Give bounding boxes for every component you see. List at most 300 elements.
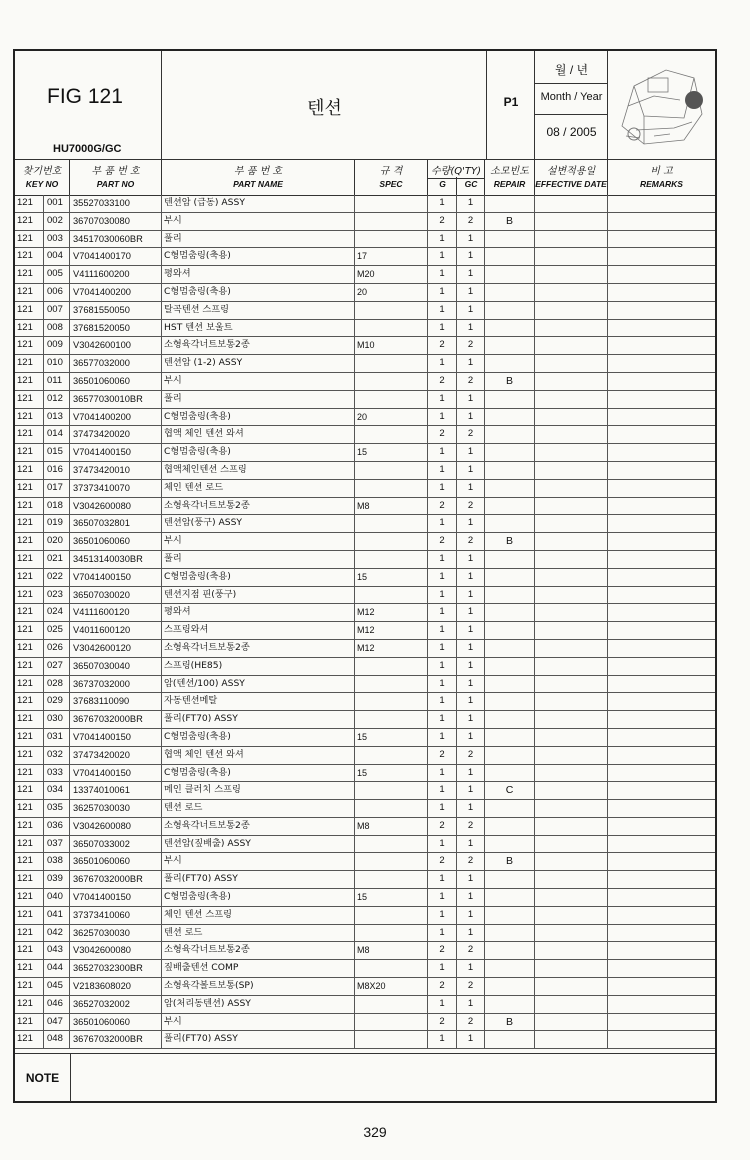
cell-fig: 121 (15, 925, 44, 942)
cell-fig: 121 (15, 836, 44, 853)
table-row (15, 604, 715, 622)
table-row (15, 747, 715, 765)
table-row (15, 373, 715, 391)
cell-name: HST 텐션 보울트 (162, 320, 355, 337)
cell-rem (608, 337, 715, 354)
cell-g: 2 (428, 978, 457, 995)
cell-name: 소형육각너트보통2종 (162, 498, 355, 515)
cell-gc: 1 (457, 587, 485, 604)
cell-rem (608, 302, 715, 319)
cell-key: 023 (44, 587, 70, 604)
cell-part: V7041400150 (70, 444, 162, 461)
cell-fig: 121 (15, 693, 44, 710)
cell-part: 34517030060BR (70, 231, 162, 248)
cell-spec: 20 (355, 284, 428, 301)
cell-name: 텐션암 (급동) ASSY (162, 195, 355, 212)
cell-key: 031 (44, 729, 70, 746)
fig-number: FIG 121 (47, 85, 123, 108)
cell-rem (608, 800, 715, 817)
cell-g: 1 (428, 711, 457, 728)
cell-gc: 1 (457, 551, 485, 568)
cell-spec: 15 (355, 765, 428, 782)
cell-fig: 121 (15, 480, 44, 497)
cell-g: 1 (428, 622, 457, 639)
cell-part: V3042600080 (70, 818, 162, 835)
cell-rem (608, 960, 715, 977)
cell-fig: 121 (15, 818, 44, 835)
cell-g: 1 (428, 836, 457, 853)
cell-gc: 1 (457, 711, 485, 728)
cell-key: 012 (44, 391, 70, 408)
cell-rem (608, 836, 715, 853)
table-row (15, 551, 715, 569)
table-row (15, 480, 715, 498)
cell-eff (535, 658, 608, 675)
cell-spec (355, 853, 428, 870)
cell-spec (355, 960, 428, 977)
cell-part: 36737032000 (70, 676, 162, 693)
cell-name: 자동텐션메탈 (162, 693, 355, 710)
cell-key: 027 (44, 658, 70, 675)
date-divider (535, 83, 608, 84)
table-row (15, 284, 715, 302)
cell-g: 1 (428, 248, 457, 265)
cell-rem (608, 1014, 715, 1031)
cell-fig: 121 (15, 853, 44, 870)
cell-key: 002 (44, 213, 70, 230)
cell-rem (608, 765, 715, 782)
cell-eff (535, 587, 608, 604)
table-row (15, 693, 715, 711)
cell-rem (608, 782, 715, 799)
cell-rem (608, 320, 715, 337)
cell-key: 003 (44, 231, 70, 248)
cell-repair: B (485, 533, 535, 550)
cell-repair (485, 444, 535, 461)
cell-gc: 1 (457, 355, 485, 372)
cell-eff (535, 551, 608, 568)
table-row (15, 942, 715, 960)
cell-name: 부시 (162, 213, 355, 230)
cell-gc: 1 (457, 996, 485, 1013)
cell-rem (608, 676, 715, 693)
table-row (15, 640, 715, 658)
cell-repair (485, 248, 535, 265)
cell-fig: 121 (15, 248, 44, 265)
cell-gc: 2 (457, 1014, 485, 1031)
cell-name: 소형육각볼트보통(SP) (162, 978, 355, 995)
cell-spec (355, 231, 428, 248)
cell-part: 37681550050 (70, 302, 162, 319)
table-row (15, 231, 715, 249)
month-year-label-ko: 월 / 년 (554, 63, 589, 77)
cell-part: V7041400200 (70, 409, 162, 426)
page-code-cell (487, 51, 535, 159)
cell-name: C형멈춤링(축용) (162, 729, 355, 746)
cell-gc: 1 (457, 515, 485, 532)
cell-eff (535, 284, 608, 301)
cell-eff (535, 836, 608, 853)
cell-gc: 1 (457, 729, 485, 746)
date-divider (535, 114, 608, 115)
cell-eff (535, 711, 608, 728)
cell-g: 1 (428, 960, 457, 977)
cell-g: 2 (428, 337, 457, 354)
cell-gc: 1 (457, 231, 485, 248)
cell-gc: 1 (457, 266, 485, 283)
cell-name: 풀리(FT70) ASSY (162, 711, 355, 728)
cell-name: C형멈춤링(축용) (162, 409, 355, 426)
cell-rem (608, 373, 715, 390)
cell-fig: 121 (15, 658, 44, 675)
cell-repair (485, 658, 535, 675)
cell-spec (355, 426, 428, 443)
cell-rem (608, 409, 715, 426)
table-row (15, 622, 715, 640)
cell-fig: 121 (15, 587, 44, 604)
cell-rem (608, 569, 715, 586)
cell-rem (608, 853, 715, 870)
cell-eff (535, 1031, 608, 1048)
cell-name: 텐션 로드 (162, 925, 355, 942)
cell-key: 038 (44, 853, 70, 870)
cell-repair (485, 925, 535, 942)
cell-fig: 121 (15, 622, 44, 639)
cell-fig: 121 (15, 515, 44, 532)
cell-repair (485, 640, 535, 657)
table-row (15, 248, 715, 266)
table-row (15, 1014, 715, 1032)
cell-repair (485, 266, 535, 283)
cell-key: 032 (44, 747, 70, 764)
cell-rem (608, 355, 715, 372)
cell-fig: 121 (15, 355, 44, 372)
column-header (15, 159, 715, 196)
cell-fig: 121 (15, 498, 44, 515)
cell-eff (535, 693, 608, 710)
combine-thumbnail-icon (614, 56, 710, 152)
cell-eff (535, 426, 608, 443)
cell-part: V3042600080 (70, 942, 162, 959)
cell-eff (535, 355, 608, 372)
cell-g: 2 (428, 1014, 457, 1031)
cell-repair (485, 871, 535, 888)
cell-g: 1 (428, 551, 457, 568)
cell-gc: 1 (457, 409, 485, 426)
cell-eff (535, 569, 608, 586)
cell-spec (355, 871, 428, 888)
cell-gc: 1 (457, 765, 485, 782)
table-row (15, 587, 715, 605)
cell-g: 1 (428, 782, 457, 799)
cell-eff (535, 960, 608, 977)
cell-spec (355, 515, 428, 532)
cell-eff (535, 640, 608, 657)
cell-rem (608, 498, 715, 515)
cell-eff (535, 925, 608, 942)
cell-repair (485, 515, 535, 532)
cell-fig: 121 (15, 444, 44, 461)
col-remarks: 비 고 REMARKS (640, 166, 683, 189)
cell-rem (608, 248, 715, 265)
cell-repair (485, 889, 535, 906)
cell-part: 36507030040 (70, 658, 162, 675)
cell-eff (535, 818, 608, 835)
cell-g: 2 (428, 426, 457, 443)
table-row (15, 960, 715, 978)
cell-g: 1 (428, 889, 457, 906)
cell-eff (535, 604, 608, 621)
cell-spec: 15 (355, 444, 428, 461)
cell-g: 1 (428, 907, 457, 924)
cell-rem (608, 871, 715, 888)
cell-rem (608, 693, 715, 710)
cell-rem (608, 1031, 715, 1048)
cell-part: 36507033002 (70, 836, 162, 853)
cell-eff (535, 853, 608, 870)
cell-repair (485, 960, 535, 977)
cell-spec: 15 (355, 569, 428, 586)
cell-g: 2 (428, 818, 457, 835)
cell-rem (608, 444, 715, 461)
cell-repair (485, 587, 535, 604)
cell-part: 37473420020 (70, 747, 162, 764)
cell-name: C형멈춤링(축용) (162, 889, 355, 906)
cell-rem (608, 996, 715, 1013)
cell-name: 협액체인텐션 스프링 (162, 462, 355, 479)
cell-rem (608, 747, 715, 764)
cell-part: 37473420020 (70, 426, 162, 443)
cell-key: 018 (44, 498, 70, 515)
cell-repair (485, 569, 535, 586)
cell-g: 2 (428, 533, 457, 550)
cell-part: V3042600100 (70, 337, 162, 354)
cell-rem (608, 587, 715, 604)
cell-gc: 1 (457, 284, 485, 301)
cell-eff (535, 231, 608, 248)
cell-eff (535, 498, 608, 515)
cell-name: 암(처리동텐션) ASSY (162, 996, 355, 1013)
cell-key: 028 (44, 676, 70, 693)
cell-part: V7041400150 (70, 889, 162, 906)
cell-spec: 20 (355, 409, 428, 426)
cell-spec: M20 (355, 266, 428, 283)
table-row (15, 195, 715, 213)
cell-key: 046 (44, 996, 70, 1013)
cell-repair (485, 498, 535, 515)
cell-gc: 2 (457, 426, 485, 443)
cell-repair (485, 942, 535, 959)
cell-spec (355, 462, 428, 479)
qty-divider (456, 177, 457, 195)
cell-gc: 2 (457, 747, 485, 764)
table-row (15, 765, 715, 783)
cell-eff (535, 1014, 608, 1031)
cell-name: 암(텐션/100) ASSY (162, 676, 355, 693)
cell-key: 033 (44, 765, 70, 782)
cell-key: 035 (44, 800, 70, 817)
cell-fig: 121 (15, 551, 44, 568)
col-part-no: 부 품 번 호 PART NO (70, 159, 162, 195)
cell-rem (608, 195, 715, 212)
cell-name: 체인 텐션 로드 (162, 480, 355, 497)
cell-part: V7041400200 (70, 284, 162, 301)
cell-key: 045 (44, 978, 70, 995)
table-row (15, 836, 715, 854)
cell-repair: B (485, 373, 535, 390)
col-repair: 소모빈도 REPAIR (485, 159, 535, 195)
cell-rem (608, 480, 715, 497)
cell-spec (355, 302, 428, 319)
cell-name: 풀리 (162, 231, 355, 248)
cell-repair (485, 355, 535, 372)
cell-name: 부시 (162, 373, 355, 390)
cell-repair (485, 996, 535, 1013)
cell-key: 043 (44, 942, 70, 959)
cell-repair (485, 729, 535, 746)
cell-fig: 121 (15, 213, 44, 230)
cell-g: 1 (428, 266, 457, 283)
cell-repair (485, 693, 535, 710)
cell-spec (355, 782, 428, 799)
cell-gc: 1 (457, 889, 485, 906)
cell-rem (608, 818, 715, 835)
cell-fig: 121 (15, 871, 44, 888)
cell-spec (355, 1031, 428, 1048)
cell-g: 1 (428, 1031, 457, 1048)
cell-fig: 121 (15, 533, 44, 550)
cell-repair (485, 1031, 535, 1048)
cell-eff (535, 907, 608, 924)
cell-repair (485, 676, 535, 693)
cell-name: 협액 체인 텐션 와셔 (162, 426, 355, 443)
cell-part: 37373410060 (70, 907, 162, 924)
cell-g: 1 (428, 925, 457, 942)
cell-part: 36501060060 (70, 533, 162, 550)
cell-rem (608, 213, 715, 230)
cell-key: 039 (44, 871, 70, 888)
cell-g: 1 (428, 693, 457, 710)
cell-rem (608, 462, 715, 479)
cell-key: 029 (44, 693, 70, 710)
cell-spec: M12 (355, 622, 428, 639)
cell-eff (535, 782, 608, 799)
cell-name: 협액 체인 텐션 와셔 (162, 747, 355, 764)
cell-g: 1 (428, 409, 457, 426)
table-row (15, 498, 715, 516)
cell-spec (355, 551, 428, 568)
cell-part: 36257030030 (70, 800, 162, 817)
cell-part: V2183608020 (70, 978, 162, 995)
cell-eff (535, 515, 608, 532)
cell-spec (355, 747, 428, 764)
cell-part: 36767032000BR (70, 711, 162, 728)
cell-gc: 2 (457, 213, 485, 230)
table-row (15, 409, 715, 427)
cell-rem (608, 925, 715, 942)
cell-gc: 1 (457, 800, 485, 817)
cell-name: C형멈춤링(축용) (162, 569, 355, 586)
cell-spec: M10 (355, 337, 428, 354)
cell-part: V4011600120 (70, 622, 162, 639)
cell-gc: 2 (457, 533, 485, 550)
page-number: 329 (363, 1124, 387, 1140)
cell-g: 1 (428, 658, 457, 675)
cell-fig: 121 (15, 391, 44, 408)
table-row (15, 533, 715, 551)
cell-spec (355, 996, 428, 1013)
cell-gc: 2 (457, 942, 485, 959)
cell-part: 36501060060 (70, 373, 162, 390)
table-row (15, 355, 715, 373)
cell-key: 008 (44, 320, 70, 337)
cell-key: 030 (44, 711, 70, 728)
cell-part: 36527032002 (70, 996, 162, 1013)
cell-fig: 121 (15, 1014, 44, 1031)
cell-g: 1 (428, 444, 457, 461)
parts-sheet (13, 49, 717, 1103)
cell-repair (485, 480, 535, 497)
cell-rem (608, 978, 715, 995)
cell-part: 34513140030BR (70, 551, 162, 568)
title-cell (162, 51, 487, 159)
table-row (15, 302, 715, 320)
cell-spec (355, 320, 428, 337)
cell-gc: 1 (457, 640, 485, 657)
fig-cell (15, 51, 162, 159)
cell-part: 37373410070 (70, 480, 162, 497)
cell-repair: B (485, 853, 535, 870)
cell-part: V3042600080 (70, 498, 162, 515)
page-code: P1 (503, 95, 519, 109)
cell-name: 텐션지점 핀(풍구) (162, 587, 355, 604)
col-effective-date: 설변적용일 EFFECTIVE DATE (535, 159, 608, 195)
cell-spec (355, 587, 428, 604)
cell-name: 탈곡텐션 스프링 (162, 302, 355, 319)
cell-g: 2 (428, 747, 457, 764)
cell-name: 풀리(FT70) ASSY (162, 1031, 355, 1048)
cell-part: 36707030080 (70, 213, 162, 230)
cell-fig: 121 (15, 800, 44, 817)
cell-name: C형멈춤링(축용) (162, 444, 355, 461)
cell-gc: 1 (457, 302, 485, 319)
cell-g: 2 (428, 213, 457, 230)
cell-part: 36577032000 (70, 355, 162, 372)
cell-eff (535, 978, 608, 995)
cell-eff (535, 195, 608, 212)
cell-rem (608, 231, 715, 248)
cell-spec: M8X20 (355, 978, 428, 995)
cell-rem (608, 266, 715, 283)
cell-name: 텐션 로드 (162, 800, 355, 817)
cell-gc: 1 (457, 871, 485, 888)
cell-gc: 1 (457, 622, 485, 639)
table-row (15, 266, 715, 284)
cell-repair (485, 231, 535, 248)
cell-key: 009 (44, 337, 70, 354)
cell-fig: 121 (15, 942, 44, 959)
cell-fig: 121 (15, 373, 44, 390)
cell-g: 2 (428, 853, 457, 870)
cell-name: 평와셔 (162, 604, 355, 621)
cell-g: 2 (428, 942, 457, 959)
cell-name: 소형육각너트보통2종 (162, 640, 355, 657)
cell-spec: M8 (355, 942, 428, 959)
cell-part: 37473420010 (70, 462, 162, 479)
cell-rem (608, 907, 715, 924)
cell-name: 텐션암(짚배출) ASSY (162, 836, 355, 853)
cell-spec: 17 (355, 248, 428, 265)
